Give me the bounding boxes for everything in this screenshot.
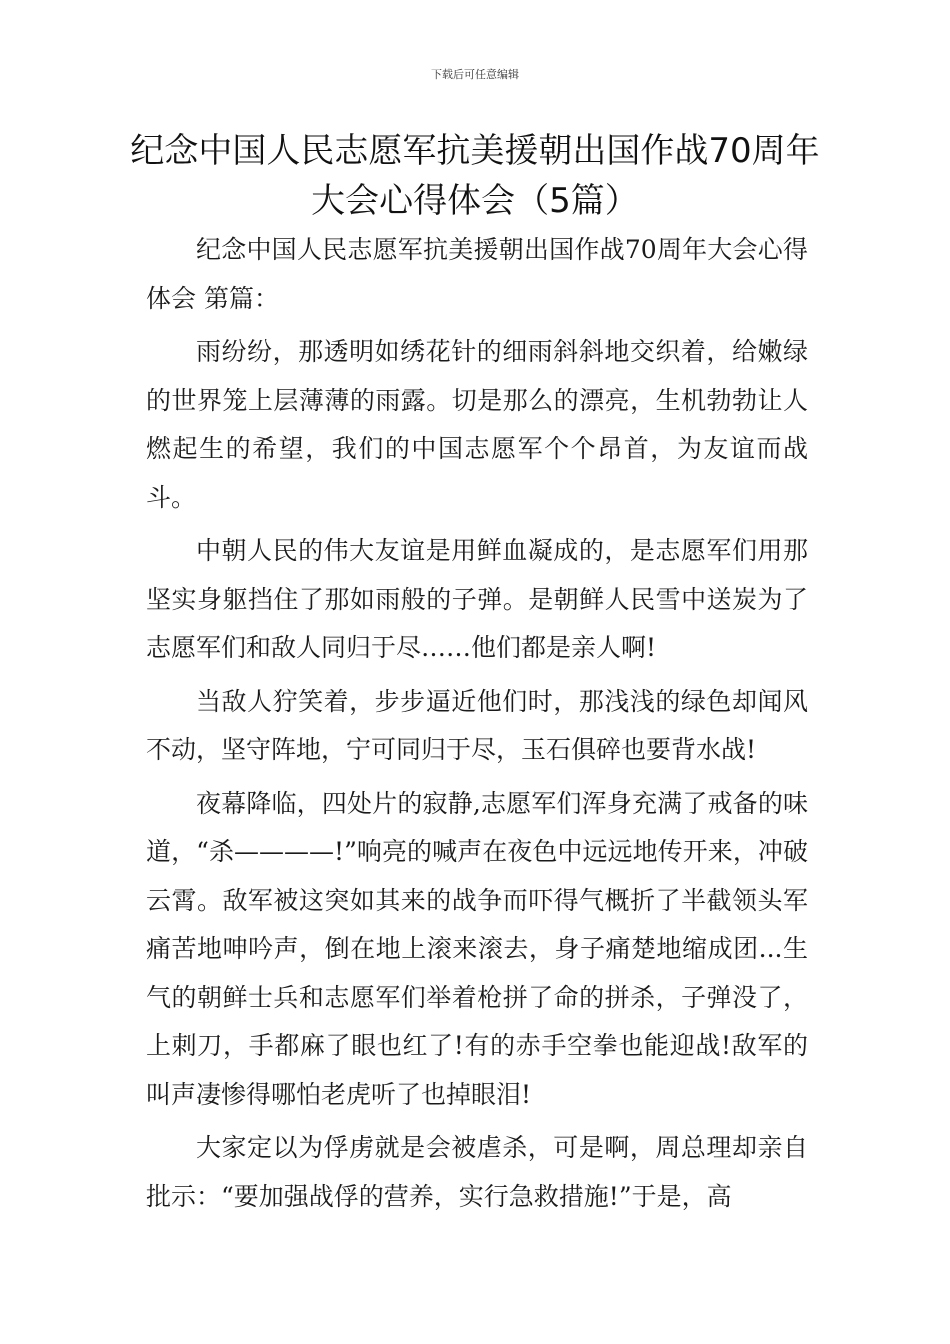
header-note: 下载后可任意编辑	[431, 68, 519, 81]
paragraph: 雨纷纷，那透明如绣花针的细雨斜斜地交织着，给嫩绿的世界笼上层薄薄的雨露。切是那么的漂亮，生机勃勃让人燃起生的希望，我们的中国志愿军个个昂首，为友谊而战斗。	[146, 337, 808, 512]
paragraph-subtitle: 纪念中国人民志愿军抗美援朝出国作战70周年大会心得体会 第篇：	[146, 235, 808, 313]
paragraph: 当敌人狞笑着，步步逼近他们时，那浅浅的绿色却闻风不动，坚守阵地，宁可同归于尽，玉石俱碎也要背水战!	[146, 686, 808, 764]
paragraph: 中朝人民的伟大友谊是用鲜血凝成的，是志愿军们用那坚实身躯挡住了那如雨般的子弹。是朝鲜人民雪中送炭为了志愿军们和敌人同归于尽……他们都是亲人啊!	[146, 536, 808, 662]
document-body	[146, 226, 808, 1226]
document-title: 纪念中国人民志愿军抗美援朝出国作战70周年大会心得体会（5篇）	[130, 131, 820, 221]
paragraph: 大家定以为俘虏就是会被虐杀，可是啊，周总理却亲自批示：“要加强战俘的营养，实行急救措施!”于是，高	[146, 1133, 808, 1211]
paragraph: 夜幕降临，四处片的寂静,志愿军们浑身充满了戒备的味道，“杀————!”响亮的喊声在夜色中远远地传开来，冲破云霄。敌军被这突如其来的战争而吓得气概折了半截领头军痛苦地呻吟声，倒在地上滚来滚去，身子痛楚地缩成团...生气的朝鲜士兵和志愿军们举着枪拼了命的拼杀，子弹没了，上刺刀，手都麻了眼也红了!有的赤手空拳也能迎战!敌军的叫声凄惨得哪怕老虎听了也掉眼泪!	[146, 788, 808, 1109]
